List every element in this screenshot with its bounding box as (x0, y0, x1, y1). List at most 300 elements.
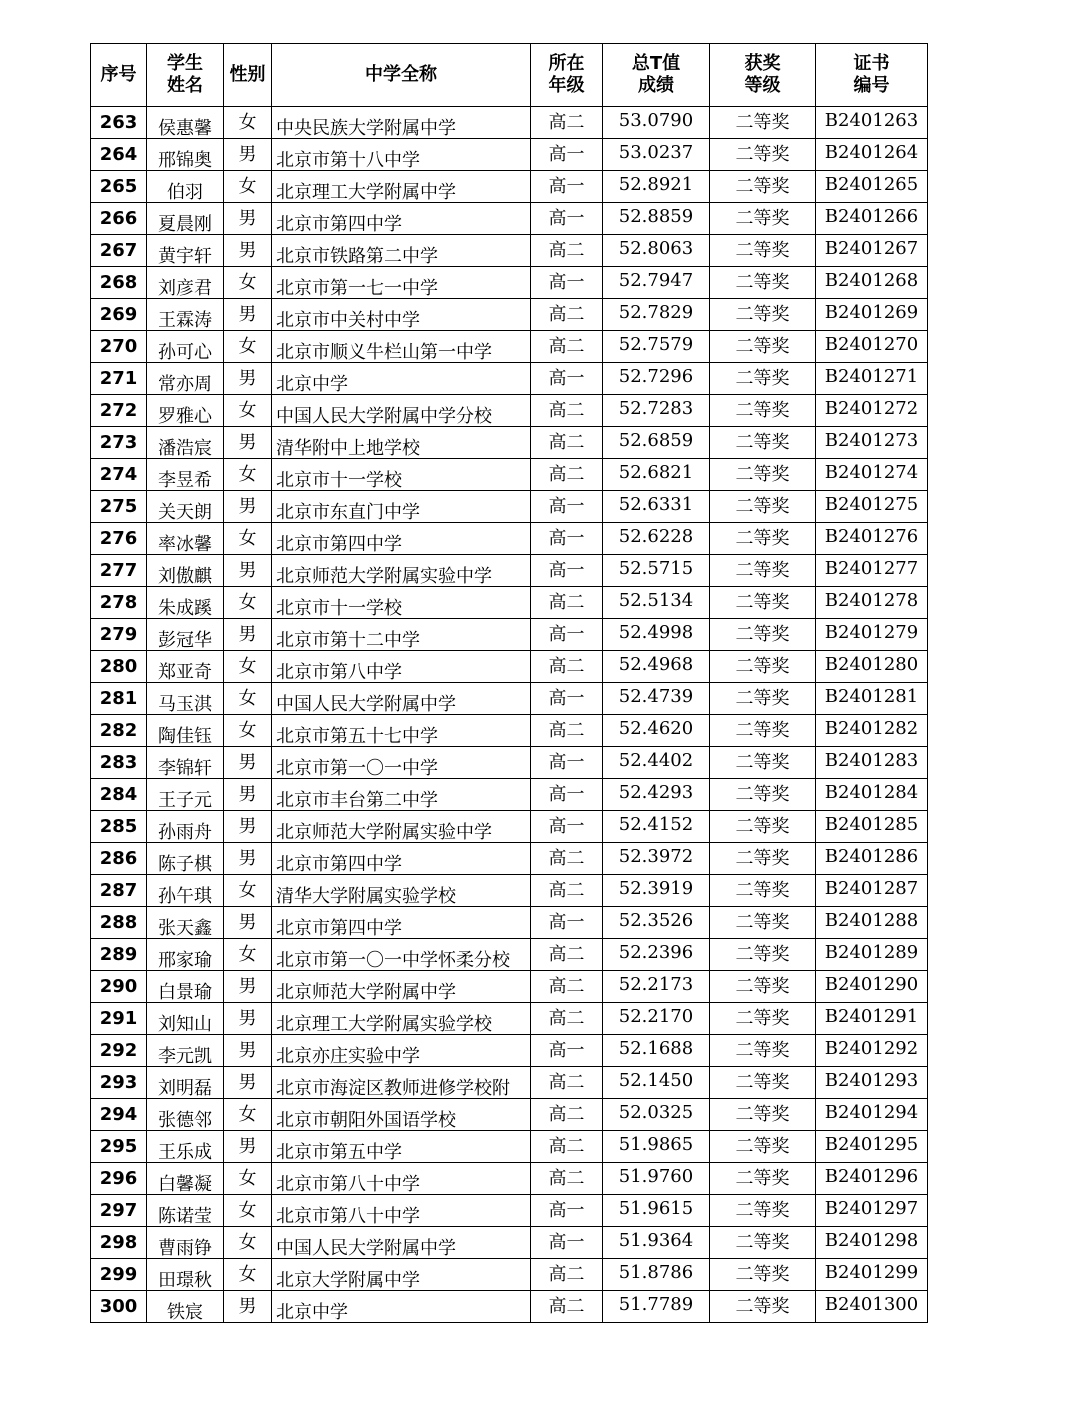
cell-certificate-no: B2401298 (816, 1227, 928, 1259)
cell-student-name: 马玉淇 (147, 683, 224, 715)
header-gender: 性别 (224, 44, 272, 107)
cell-school: 北京市第四中学 (272, 843, 531, 875)
cell-grade: 高二 (531, 1259, 603, 1291)
cell-seq: 270 (91, 331, 147, 363)
cell-school: 北京市第五中学 (272, 1131, 531, 1163)
cell-school: 北京大学附属中学 (272, 1259, 531, 1291)
table-row (91, 459, 928, 491)
cell-award-level: 二等奖 (710, 619, 816, 651)
table-row (91, 715, 928, 747)
cell-award-level: 二等奖 (710, 1195, 816, 1227)
cell-certificate-no: B2401292 (816, 1035, 928, 1067)
table-row (91, 427, 928, 459)
cell-score: 52.4402 (603, 747, 710, 779)
cell-score: 52.4998 (603, 619, 710, 651)
cell-gender: 女 (224, 171, 272, 203)
table-row (91, 843, 928, 875)
cell-gender: 男 (224, 619, 272, 651)
cell-seq: 285 (91, 811, 147, 843)
cell-score: 51.9364 (603, 1227, 710, 1259)
cell-school: 北京理工大学附属中学 (272, 171, 531, 203)
cell-grade: 高二 (531, 1067, 603, 1099)
cell-score: 52.8859 (603, 203, 710, 235)
cell-school: 北京亦庄实验中学 (272, 1035, 531, 1067)
cell-student-name: 侯惠馨 (147, 107, 224, 139)
cell-award-level: 二等奖 (710, 1259, 816, 1291)
header-school: 中学全称 (272, 44, 531, 107)
cell-school: 北京市第一〇一中学 (272, 747, 531, 779)
cell-seq: 273 (91, 427, 147, 459)
table-row (91, 811, 928, 843)
cell-student-name: 夏晨刚 (147, 203, 224, 235)
cell-gender: 男 (224, 907, 272, 939)
cell-certificate-no: B2401285 (816, 811, 928, 843)
cell-score: 52.7947 (603, 267, 710, 299)
cell-award-level: 二等奖 (710, 267, 816, 299)
cell-certificate-no: B2401279 (816, 619, 928, 651)
table-row (91, 395, 928, 427)
cell-school: 北京市第十八中学 (272, 139, 531, 171)
cell-certificate-no: B2401275 (816, 491, 928, 523)
award-table (90, 43, 928, 1323)
cell-gender: 男 (224, 1003, 272, 1035)
cell-gender: 女 (224, 939, 272, 971)
cell-score: 52.0325 (603, 1099, 710, 1131)
cell-school: 北京市顺义牛栏山第一中学 (272, 331, 531, 363)
cell-student-name: 王乐成 (147, 1131, 224, 1163)
cell-gender: 男 (224, 299, 272, 331)
table-header-row (91, 44, 928, 107)
cell-award-level: 二等奖 (710, 939, 816, 971)
cell-school: 清华附中上地学校 (272, 427, 531, 459)
cell-grade: 高一 (531, 1195, 603, 1227)
cell-score: 51.7789 (603, 1291, 710, 1323)
cell-school: 北京市中关村中学 (272, 299, 531, 331)
cell-award-level: 二等奖 (710, 395, 816, 427)
cell-score: 52.6821 (603, 459, 710, 491)
cell-gender: 男 (224, 1035, 272, 1067)
cell-certificate-no: B2401295 (816, 1131, 928, 1163)
cell-grade: 高二 (531, 1003, 603, 1035)
cell-certificate-no: B2401266 (816, 203, 928, 235)
cell-award-level: 二等奖 (710, 1067, 816, 1099)
cell-grade: 高二 (531, 1291, 603, 1323)
cell-seq: 280 (91, 651, 147, 683)
cell-gender: 男 (224, 203, 272, 235)
cell-seq: 287 (91, 875, 147, 907)
table-row (91, 1131, 928, 1163)
cell-school: 北京市海淀区教师进修学校附 (272, 1067, 531, 1099)
cell-gender: 女 (224, 651, 272, 683)
cell-grade: 高二 (531, 395, 603, 427)
cell-grade: 高二 (531, 459, 603, 491)
cell-score: 52.2170 (603, 1003, 710, 1035)
table-row (91, 139, 928, 171)
cell-score: 52.2396 (603, 939, 710, 971)
cell-grade: 高二 (531, 299, 603, 331)
table-row (91, 619, 928, 651)
cell-grade: 高一 (531, 171, 603, 203)
cell-certificate-no: B2401263 (816, 107, 928, 139)
cell-seq: 300 (91, 1291, 147, 1323)
cell-seq: 298 (91, 1227, 147, 1259)
table-row (91, 491, 928, 523)
cell-gender: 男 (224, 811, 272, 843)
cell-student-name: 关天朗 (147, 491, 224, 523)
cell-award-level: 二等奖 (710, 811, 816, 843)
cell-seq: 265 (91, 171, 147, 203)
cell-seq: 279 (91, 619, 147, 651)
table-row (91, 299, 928, 331)
cell-school: 北京市第四中学 (272, 907, 531, 939)
cell-certificate-no: B2401280 (816, 651, 928, 683)
table-row (91, 1227, 928, 1259)
cell-award-level: 二等奖 (710, 107, 816, 139)
cell-score: 52.7283 (603, 395, 710, 427)
cell-certificate-no: B2401281 (816, 683, 928, 715)
cell-school: 北京市东直门中学 (272, 491, 531, 523)
cell-school: 北京市第八中学 (272, 651, 531, 683)
cell-grade: 高二 (531, 107, 603, 139)
cell-gender: 女 (224, 267, 272, 299)
cell-student-name: 铁宸 (147, 1291, 224, 1323)
table-row (91, 587, 928, 619)
cell-gender: 女 (224, 1259, 272, 1291)
cell-award-level: 二等奖 (710, 459, 816, 491)
cell-student-name: 张天鑫 (147, 907, 224, 939)
cell-award-level: 二等奖 (710, 555, 816, 587)
cell-certificate-no: B2401264 (816, 139, 928, 171)
cell-award-level: 二等奖 (710, 427, 816, 459)
table-row (91, 1003, 928, 1035)
cell-student-name: 张德邻 (147, 1099, 224, 1131)
cell-student-name: 白馨凝 (147, 1163, 224, 1195)
cell-score: 52.7579 (603, 331, 710, 363)
cell-award-level: 二等奖 (710, 843, 816, 875)
cell-certificate-no: B2401289 (816, 939, 928, 971)
cell-certificate-no: B2401267 (816, 235, 928, 267)
cell-seq: 269 (91, 299, 147, 331)
cell-gender: 男 (224, 555, 272, 587)
cell-grade: 高二 (531, 331, 603, 363)
cell-gender: 女 (224, 1163, 272, 1195)
cell-school: 清华大学附属实验学校 (272, 875, 531, 907)
cell-seq: 291 (91, 1003, 147, 1035)
header-score: 总T值 成绩 (603, 44, 710, 107)
cell-award-level: 二等奖 (710, 1003, 816, 1035)
cell-grade: 高一 (531, 811, 603, 843)
cell-score: 52.5715 (603, 555, 710, 587)
cell-seq: 277 (91, 555, 147, 587)
cell-certificate-no: B2401271 (816, 363, 928, 395)
cell-seq: 281 (91, 683, 147, 715)
cell-student-name: 白景瑜 (147, 971, 224, 1003)
cell-award-level: 二等奖 (710, 971, 816, 1003)
cell-student-name: 曹雨铮 (147, 1227, 224, 1259)
cell-award-level: 二等奖 (710, 747, 816, 779)
cell-award-level: 二等奖 (710, 363, 816, 395)
cell-student-name: 彭冠华 (147, 619, 224, 651)
cell-school: 北京市第十二中学 (272, 619, 531, 651)
cell-score: 52.4152 (603, 811, 710, 843)
cell-grade: 高二 (531, 235, 603, 267)
cell-gender: 男 (224, 1067, 272, 1099)
cell-gender: 女 (224, 1195, 272, 1227)
cell-seq: 282 (91, 715, 147, 747)
cell-certificate-no: B2401277 (816, 555, 928, 587)
cell-school: 北京市第一〇一中学怀柔分校 (272, 939, 531, 971)
cell-award-level: 二等奖 (710, 1163, 816, 1195)
cell-school: 北京师范大学附属中学 (272, 971, 531, 1003)
cell-seq: 293 (91, 1067, 147, 1099)
table-row (91, 1035, 928, 1067)
cell-gender: 男 (224, 139, 272, 171)
cell-score: 52.3972 (603, 843, 710, 875)
cell-grade: 高二 (531, 1131, 603, 1163)
cell-award-level: 二等奖 (710, 331, 816, 363)
cell-certificate-no: B2401296 (816, 1163, 928, 1195)
cell-award-level: 二等奖 (710, 299, 816, 331)
cell-student-name: 李元凯 (147, 1035, 224, 1067)
cell-certificate-no: B2401270 (816, 331, 928, 363)
cell-score: 51.9865 (603, 1131, 710, 1163)
cell-seq: 274 (91, 459, 147, 491)
cell-seq: 299 (91, 1259, 147, 1291)
cell-seq: 290 (91, 971, 147, 1003)
cell-certificate-no: B2401286 (816, 843, 928, 875)
cell-gender: 女 (224, 523, 272, 555)
cell-gender: 女 (224, 587, 272, 619)
cell-certificate-no: B2401265 (816, 171, 928, 203)
cell-student-name: 陈子棋 (147, 843, 224, 875)
header-award-level: 获奖 等级 (710, 44, 816, 107)
table-row (91, 971, 928, 1003)
cell-certificate-no: B2401299 (816, 1259, 928, 1291)
cell-school: 中央民族大学附属中学 (272, 107, 531, 139)
cell-certificate-no: B2401269 (816, 299, 928, 331)
cell-school: 北京市丰台第二中学 (272, 779, 531, 811)
cell-gender: 男 (224, 779, 272, 811)
cell-seq: 271 (91, 363, 147, 395)
cell-grade: 高一 (531, 619, 603, 651)
cell-award-level: 二等奖 (710, 491, 816, 523)
cell-school: 北京市第八十中学 (272, 1163, 531, 1195)
cell-score: 52.6859 (603, 427, 710, 459)
cell-gender: 女 (224, 683, 272, 715)
header-seq: 序号 (91, 44, 147, 107)
cell-seq: 286 (91, 843, 147, 875)
header-student-name: 学生 姓名 (147, 44, 224, 107)
cell-school: 北京中学 (272, 363, 531, 395)
cell-certificate-no: B2401268 (816, 267, 928, 299)
cell-score: 51.9615 (603, 1195, 710, 1227)
cell-award-level: 二等奖 (710, 235, 816, 267)
cell-grade: 高二 (531, 939, 603, 971)
table-row (91, 683, 928, 715)
cell-seq: 268 (91, 267, 147, 299)
cell-certificate-no: B2401274 (816, 459, 928, 491)
cell-award-level: 二等奖 (710, 779, 816, 811)
cell-gender: 男 (224, 235, 272, 267)
cell-student-name: 伯羽 (147, 171, 224, 203)
cell-award-level: 二等奖 (710, 1035, 816, 1067)
cell-certificate-no: B2401276 (816, 523, 928, 555)
cell-award-level: 二等奖 (710, 587, 816, 619)
table-row (91, 875, 928, 907)
cell-grade: 高一 (531, 747, 603, 779)
cell-gender: 男 (224, 491, 272, 523)
cell-score: 52.7829 (603, 299, 710, 331)
cell-grade: 高一 (531, 1035, 603, 1067)
cell-student-name: 刘傲麒 (147, 555, 224, 587)
cell-seq: 266 (91, 203, 147, 235)
table-row (91, 747, 928, 779)
cell-seq: 272 (91, 395, 147, 427)
cell-gender: 女 (224, 331, 272, 363)
cell-grade: 高二 (531, 651, 603, 683)
table-row (91, 939, 928, 971)
cell-award-level: 二等奖 (710, 1291, 816, 1323)
cell-score: 52.3526 (603, 907, 710, 939)
table-row (91, 523, 928, 555)
cell-student-name: 罗雅心 (147, 395, 224, 427)
cell-student-name: 王子元 (147, 779, 224, 811)
cell-gender: 女 (224, 875, 272, 907)
cell-score: 52.5134 (603, 587, 710, 619)
cell-gender: 男 (224, 363, 272, 395)
cell-student-name: 孙午琪 (147, 875, 224, 907)
cell-seq: 296 (91, 1163, 147, 1195)
cell-certificate-no: B2401297 (816, 1195, 928, 1227)
cell-grade: 高二 (531, 715, 603, 747)
cell-score: 52.1688 (603, 1035, 710, 1067)
cell-award-level: 二等奖 (710, 715, 816, 747)
table-row (91, 907, 928, 939)
cell-award-level: 二等奖 (710, 875, 816, 907)
cell-award-level: 二等奖 (710, 1227, 816, 1259)
cell-student-name: 孙可心 (147, 331, 224, 363)
cell-school: 北京市第五十七中学 (272, 715, 531, 747)
cell-grade: 高二 (531, 971, 603, 1003)
cell-student-name: 邢锦奥 (147, 139, 224, 171)
cell-grade: 高二 (531, 587, 603, 619)
cell-award-level: 二等奖 (710, 1099, 816, 1131)
award-list-sheet (90, 43, 928, 1323)
cell-seq: 295 (91, 1131, 147, 1163)
cell-student-name: 刘明磊 (147, 1067, 224, 1099)
cell-certificate-no: B2401294 (816, 1099, 928, 1131)
cell-gender: 女 (224, 1227, 272, 1259)
table-row (91, 1067, 928, 1099)
cell-grade: 高一 (531, 267, 603, 299)
cell-seq: 284 (91, 779, 147, 811)
table-row (91, 363, 928, 395)
cell-grade: 高一 (531, 779, 603, 811)
cell-grade: 高一 (531, 523, 603, 555)
cell-seq: 278 (91, 587, 147, 619)
cell-grade: 高一 (531, 203, 603, 235)
cell-seq: 267 (91, 235, 147, 267)
cell-seq: 263 (91, 107, 147, 139)
cell-student-name: 陈诺莹 (147, 1195, 224, 1227)
cell-student-name: 朱成蹊 (147, 587, 224, 619)
cell-certificate-no: B2401300 (816, 1291, 928, 1323)
table-body (91, 107, 928, 1323)
cell-gender: 女 (224, 459, 272, 491)
cell-student-name: 常亦周 (147, 363, 224, 395)
cell-seq: 264 (91, 139, 147, 171)
cell-school: 北京市第一七一中学 (272, 267, 531, 299)
cell-award-level: 二等奖 (710, 139, 816, 171)
table-row (91, 171, 928, 203)
table-row (91, 1163, 928, 1195)
table-row (91, 1291, 928, 1323)
cell-certificate-no: B2401278 (816, 587, 928, 619)
cell-grade: 高一 (531, 1227, 603, 1259)
cell-gender: 男 (224, 1291, 272, 1323)
cell-score: 52.8921 (603, 171, 710, 203)
cell-award-level: 二等奖 (710, 203, 816, 235)
cell-student-name: 孙雨舟 (147, 811, 224, 843)
cell-school: 中国人民大学附属中学 (272, 683, 531, 715)
cell-grade: 高二 (531, 1099, 603, 1131)
cell-certificate-no: B2401272 (816, 395, 928, 427)
cell-student-name: 潘浩宸 (147, 427, 224, 459)
cell-score: 53.0790 (603, 107, 710, 139)
cell-student-name: 刘彦君 (147, 267, 224, 299)
cell-award-level: 二等奖 (710, 523, 816, 555)
cell-school: 北京市朝阳外国语学校 (272, 1099, 531, 1131)
cell-certificate-no: B2401284 (816, 779, 928, 811)
cell-student-name: 陶佳钰 (147, 715, 224, 747)
cell-score: 52.1450 (603, 1067, 710, 1099)
cell-school: 北京市第八十中学 (272, 1195, 531, 1227)
cell-score: 52.6228 (603, 523, 710, 555)
cell-score: 52.4739 (603, 683, 710, 715)
cell-gender: 男 (224, 843, 272, 875)
cell-grade: 高二 (531, 1163, 603, 1195)
cell-score: 52.6331 (603, 491, 710, 523)
cell-seq: 297 (91, 1195, 147, 1227)
cell-grade: 高二 (531, 875, 603, 907)
cell-certificate-no: B2401290 (816, 971, 928, 1003)
cell-gender: 男 (224, 1131, 272, 1163)
cell-gender: 女 (224, 395, 272, 427)
cell-grade: 高一 (531, 139, 603, 171)
cell-student-name: 邢家瑜 (147, 939, 224, 971)
table-row (91, 1195, 928, 1227)
cell-grade: 高二 (531, 843, 603, 875)
cell-grade: 高一 (531, 555, 603, 587)
header-grade: 所在 年级 (531, 44, 603, 107)
cell-seq: 292 (91, 1035, 147, 1067)
cell-grade: 高二 (531, 427, 603, 459)
cell-student-name: 王霖涛 (147, 299, 224, 331)
cell-gender: 男 (224, 971, 272, 1003)
table-row (91, 203, 928, 235)
cell-certificate-no: B2401288 (816, 907, 928, 939)
cell-gender: 男 (224, 427, 272, 459)
cell-award-level: 二等奖 (710, 651, 816, 683)
table-row (91, 107, 928, 139)
cell-score: 52.2173 (603, 971, 710, 1003)
cell-school: 北京市铁路第二中学 (272, 235, 531, 267)
cell-score: 52.7296 (603, 363, 710, 395)
cell-score: 51.9760 (603, 1163, 710, 1195)
cell-award-level: 二等奖 (710, 907, 816, 939)
cell-award-level: 二等奖 (710, 1131, 816, 1163)
cell-score: 52.4293 (603, 779, 710, 811)
